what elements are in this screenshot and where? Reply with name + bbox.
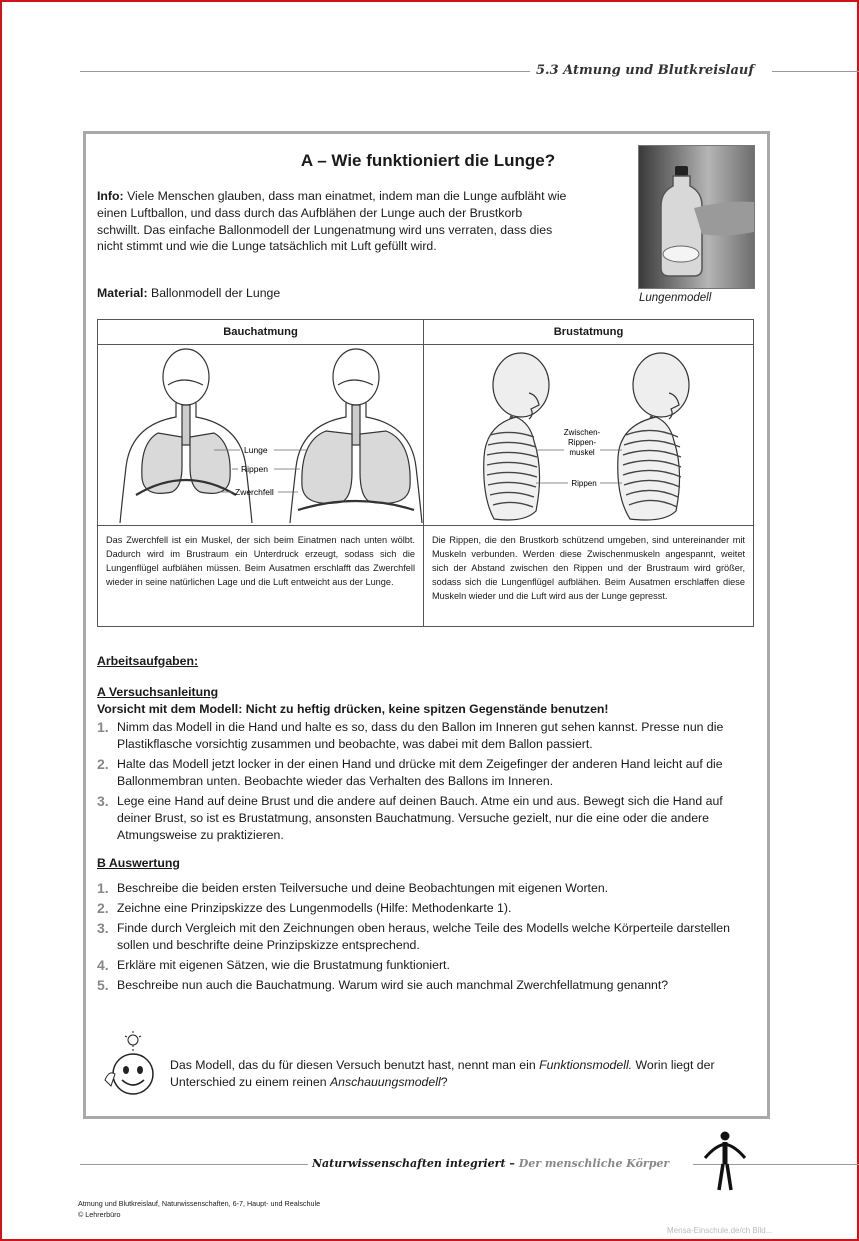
label-rippen-brust: Rippen: [571, 479, 597, 488]
info-label: Info:: [97, 189, 124, 203]
source-note: Atmung und Blutkreislauf, Naturwissenschaften, 6-7, Haupt- und Realschule © Lehrerbüro: [78, 1199, 321, 1219]
label-zwerchfell: Zwerchfell: [235, 487, 274, 497]
header-rule-left: [80, 71, 530, 72]
footer-title: Naturwissenschaften integriert – Der menschliche Körper: [312, 1157, 670, 1170]
header-bauchatmung: Bauchatmung: [98, 320, 424, 345]
brustatmung-illustration: [424, 345, 754, 526]
breathing-comparison-table: [97, 319, 754, 627]
info-paragraph: [97, 188, 567, 255]
material-line: [97, 286, 280, 300]
section-b-list: [97, 880, 757, 994]
section-a-list: [97, 719, 757, 844]
list-item: 2. Zeichne eine Prinzipskizze des Lungenmodells (Hilfe: Methodenkarte 1).: [97, 900, 512, 916]
photo-caption: Lungenmodell: [639, 292, 712, 304]
lung-model-photo: [638, 145, 755, 289]
header-rule-right: [772, 71, 859, 72]
worksheet-box: [83, 131, 770, 1119]
worksheet-title: A – Wie funktioniert die Lunge?: [300, 151, 556, 170]
tasks-section: [97, 654, 757, 997]
bauchatmung-illustration: [98, 345, 424, 526]
label-zwischen: Zwischen-: [563, 428, 601, 437]
list-item: 1. Beschreibe die beiden ersten Teilversuche und deine Beobachtungen mit eigenen Worten.: [97, 880, 609, 896]
label-rippen: Rippen: [241, 464, 268, 474]
reflection-question: Das Modell, das du für diesen Versuch benutzt hast, nennt man ein Funktionsmodell. Worin liegt der Unterschied zu einem reinen Anschauungsmodell?: [170, 1058, 715, 1089]
tasks-heading: Arbeitsaufgaben:: [97, 654, 199, 668]
list-item: 5. Beschreibe nun auch die Bauchatmung. Warum wird sie auch manchmal Zwerchfellatmung genannt?: [97, 977, 669, 993]
list-item: 4. Erkläre mit eigenen Sätzen, wie die Brustatmung funktioniert.: [97, 957, 450, 973]
label-rippen-muskel: Rippen-: [567, 438, 597, 447]
info-text: Viele Menschen glauben, dass man einatmet, indem man die Lunge aufbläht wie einen Luftballon, und dass durch das Aufblähen der Lunge auch der Brustkorb schwillt. Das einfache Ballonmodell der Lungenatmung wird uns verraten, dass dies nicht stimmt und wie die Lunge tatsächlich mit Luft gefüllt wird.: [97, 189, 567, 254]
label-lunge: Lunge: [244, 445, 268, 455]
watermark: Mensa-Einschule.de/ch Bild...: [667, 1226, 773, 1235]
section-b-title: B Auswertung: [97, 856, 180, 870]
label-muskel: muskel: [569, 448, 595, 457]
header-brustatmung: Brustatmung: [424, 320, 754, 345]
lightbulb-face-icon: [97, 1030, 157, 1096]
bauchatmung-description: Das Zwerchfell ist ein Muskel, der sich beim Einatmen nach unten wölbt. Dadurch wird im Brustraum ein Unterdruck erzeugt, sodass sich die Lungenflügel aufblähen müssen. Beim Ausatmen erschlafft das Zwerchfell wieder in seine natürlichen Lage und die Luft entweicht aus der Lunge.: [98, 526, 424, 627]
list-item: 3. Finde durch Vergleich mit den Zeichnungen oben heraus, welche Teile des Modells welche Körperteile darstellen sollen und beschrifte deine Prinzipskizze entsprechend.: [97, 920, 730, 952]
section-a-title: A Versuchsanleitung: [97, 685, 219, 699]
list-item: 2. Halte das Modell jetzt locker in der einen Hand und drücke mit dem Zeigefinger der anderen Hand leicht auf die Ballonmembran unten. Beobachte wieder das Verhalten des Ballons im Inneren.: [97, 756, 723, 788]
torso-diagram: [98, 345, 423, 523]
human-figure-icon: [703, 1130, 747, 1192]
skeleton-diagram: [424, 345, 753, 523]
list-item: 3. Lege eine Hand auf deine Brust und die andere auf deinen Bauch. Atme ein und aus. Bewegt sich die Hand auf deiner Brust, so ist es Brustatmung, ansonsten Bauchatmung. Versuche gezielt, nur die eine oder die andere Atmungsweise zu praktizieren.: [97, 793, 723, 842]
list-item: 1. Nimm das Modell in die Hand und halte es so, dass du den Ballon im Inneren gut sehen kannst. Presse nun die Plastikflasche vorsichtig zusammen und beobachte, was dabei mit dem Ballon passiert.: [97, 719, 724, 751]
footer-rule-left: [80, 1164, 308, 1165]
section-header: 5.3 Atmung und Blutkreislauf: [536, 63, 754, 78]
material-text: Ballonmodell der Lunge: [151, 286, 281, 300]
safety-warning: Vorsicht mit dem Modell: Nicht zu heftig drücken, keine spitzen Gegenstände benutzen!: [97, 702, 609, 716]
material-label: Material:: [97, 286, 148, 300]
brustatmung-description: Die Rippen, die den Brustkorb schützend umgeben, sind untereinander mit Muskeln verbunden. Werden diese Zwischenmuskeln angespannt, weitet sich der Abstand zwischen den Rippen und der Brustraum wird größer, sodass sich die Lungenflügel aufblähen. Beim Ausatmen erschlaffen diese Muskeln wieder und die Luft wird aus der Lunge gepresst.: [424, 526, 754, 627]
